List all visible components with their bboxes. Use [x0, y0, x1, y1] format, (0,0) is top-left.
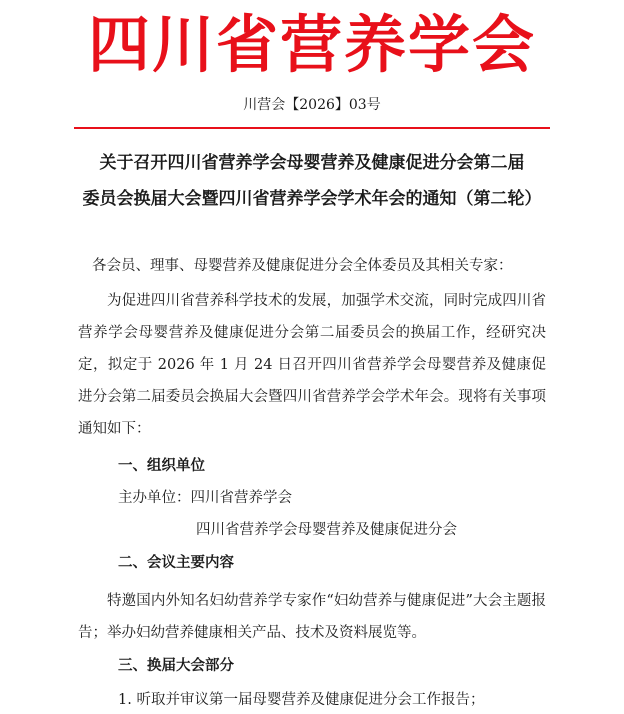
- election-item-1: 1. 听取并审议第一届母婴营养及健康促进分会工作报告；: [118, 692, 485, 708]
- salutation: 各会员、理事、母婴营养及健康促进分会全体委员及其相关专家：: [92, 258, 513, 274]
- document-number: 川营会【2026】03号: [243, 97, 381, 113]
- notice-title-line-2: 委员会换届大会暨四川省营养学会学术年会的通知（第二轮）: [82, 189, 542, 209]
- section-heading-main-content: 二、会议主要内容: [118, 554, 234, 571]
- organizer-2: 四川省营养学会母婴营养及健康促进分会: [196, 522, 457, 538]
- red-divider-rule: [74, 127, 550, 129]
- organizer-1: 四川省营养学会: [190, 490, 292, 506]
- main-content-paragraph: 特邀国内外知名妇幼营养学专家作“妇幼营养与健康促进”大会主题报告；举办妇幼营养健康相关产品、技术及资料展览等。: [78, 593, 546, 641]
- section-heading-election: 三、换届大会部分: [118, 657, 234, 674]
- organizer-label: 主办单位：: [118, 490, 191, 506]
- intro-paragraph: 为促进四川省营养科学技术的发展，加强学术交流，同时完成四川省营养学会母婴营养及健康促进分会第二届委员会的换届工作，经研究决定，拟定于 2026 年 1 月 24 日召开四川省营养学会母婴营养及健康促进分会第二届委员会换届大会暨四川省营养学会学术年会。现将有关事项通知如下：: [78, 293, 546, 437]
- section-heading-organizers: 一、组织单位: [118, 457, 205, 474]
- masthead-title: 四川省营养学会: [87, 8, 536, 81]
- notice-title-line-1: 关于召开四川省营养学会母婴营养及健康促进分会第二届: [99, 153, 525, 173]
- organizer-row-1: [118, 486, 292, 510]
